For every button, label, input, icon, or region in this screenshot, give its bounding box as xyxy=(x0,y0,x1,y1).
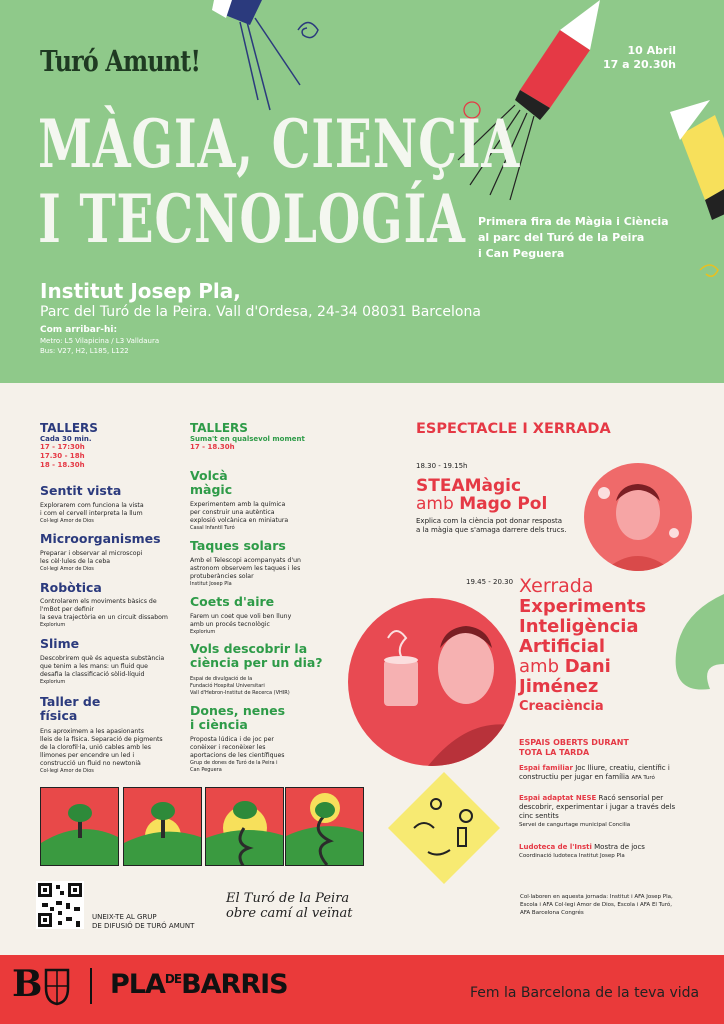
main-title-line2: I TECNOLOGÍA xyxy=(38,180,466,258)
signature-line: El Turó de la Peira xyxy=(226,891,350,906)
space-familiar xyxy=(519,764,691,783)
tallers-sub: Cada 30 min. xyxy=(40,435,92,443)
workshop-desc: llimones per encendre un led i xyxy=(40,752,135,759)
workshop-desc: astronom observem les taques i les xyxy=(190,565,301,572)
qr-text xyxy=(92,913,194,931)
workshop-title: Microorganismes xyxy=(40,531,161,546)
space-desc: Mostra de jocs xyxy=(594,843,645,851)
space-desc: Racó sensorial per descobrir, experimentar i jugar a través dels cinc sentits xyxy=(519,794,676,820)
show1-time: 18.30 - 19.15h xyxy=(416,462,468,470)
tree-sunset-icon xyxy=(124,788,202,866)
workshop-desc: amb un procés tecnològic xyxy=(190,621,270,628)
workshop-source: Explorium xyxy=(190,629,216,635)
dani-jimenez-photo xyxy=(348,598,516,766)
tree-sun-icon xyxy=(286,788,364,866)
logo-divider xyxy=(90,968,92,1004)
workshop-source: Casal Infantil Turó xyxy=(190,525,235,531)
workshop-desc: la seva trajectòria en un circuit dissabom xyxy=(40,614,168,621)
workshop-taques xyxy=(190,539,340,588)
shows-heading: ESPECTACLE I XERRADA xyxy=(416,421,611,437)
slogan: Fem la Barcelona de la teva vida xyxy=(470,985,700,1001)
workshop-source: Col·legi Amor de Dios xyxy=(40,518,94,524)
workshop-desc: construcció un fluid no newtonià xyxy=(40,760,141,767)
space-source: AFA Turó xyxy=(631,775,655,781)
tagline-line: i Can Peguera xyxy=(478,247,565,260)
arrive-metro: Metro: L5 Vilapicina / L3 Valldaura xyxy=(40,337,160,345)
green-blob-decoration xyxy=(670,594,724,706)
main-title-line1: MÀGIA, CIENÇIA xyxy=(38,105,520,183)
tallers-column-2 xyxy=(190,421,340,452)
tree-hill-icon xyxy=(41,788,119,866)
date-hours: 17 a 20.30h xyxy=(602,58,676,71)
collab-line: AFA Barcelona Congrés xyxy=(520,910,584,916)
mago-pol-photo xyxy=(584,463,692,571)
workshop-fisica xyxy=(40,695,140,723)
workshop-desc: Farem un coet que voli ben lluny xyxy=(190,613,292,620)
workshop-desc: de la clorofil·la, unió cables amb les xyxy=(40,744,151,751)
show2-speaker-first: Dani xyxy=(564,656,611,677)
show1-title xyxy=(416,477,596,513)
show1-name: STEAMàgic xyxy=(416,476,522,496)
workshop-title: Volcà màgic xyxy=(190,468,233,497)
workshop-title: Slime xyxy=(40,636,80,651)
date-day: 10 Abril xyxy=(627,44,676,57)
workshop-desc: Vall d'Hebron-Institut de Recerca (VHIR) xyxy=(190,690,290,696)
time-slot: 17 - 17:30h xyxy=(40,443,85,451)
spaces-heading-line: ESPAIS OBERTS DURANT xyxy=(519,738,629,747)
workshop-desc: Ens aproximem a les apasionants xyxy=(40,728,144,735)
comic-panel xyxy=(40,787,119,866)
spaces-heading-line: TOTA LA TARDA xyxy=(519,748,590,757)
workshop-title: Dones, nenes i ciència xyxy=(190,703,286,732)
show1-with: amb xyxy=(416,494,454,514)
workshop-dones xyxy=(190,704,340,774)
space-name: Espai adaptat NESE xyxy=(519,794,597,802)
event-date xyxy=(603,44,676,72)
workshop-desc: les cèl·lules de la ceba xyxy=(40,558,111,565)
tagline-line: Primera fira de Màgia i Ciència xyxy=(478,215,669,228)
workshop-desc: explosió volcànica en miniatura xyxy=(190,517,289,524)
collab-line: Col·laboren en aquesta jornada: Institut i AFA Josep Pla, xyxy=(520,894,673,900)
workshop-desc: aportacions de les científiques xyxy=(190,752,285,759)
workshop-desc: que tenim a les mans: un fluid que xyxy=(40,663,148,670)
workshop-desc: lleis de la física. Separació de pigments xyxy=(40,736,163,743)
header-banner xyxy=(0,0,724,383)
space-source: Servei de cangurtage municipal Concilia xyxy=(519,822,631,828)
workshop-desc: Preparar i observar al microscopi xyxy=(40,550,143,557)
tagline xyxy=(478,214,688,262)
brand-title: Turó Amunt! xyxy=(40,44,201,78)
collaborators xyxy=(520,893,710,917)
address: Parc del Turó de la Peira. Vall d'Ordesa, 24-34 08031 Barcelona xyxy=(40,304,481,320)
show2-kind: Xerrada xyxy=(519,575,594,597)
workshop-desc: Fundació Hospital Universitari xyxy=(190,683,265,689)
workshop-desc: Amb el Telescopi acompanyats d'un xyxy=(190,557,301,564)
workshop-desc: protuberàncies solar xyxy=(190,573,254,580)
workshop-vols xyxy=(190,642,340,697)
show1-desc-line: a la màgia que s'amaga darrere dels trucs. xyxy=(416,526,567,534)
workshop-desc: per construir una autèntica xyxy=(190,509,275,516)
barcelona-shield-icon xyxy=(44,966,70,1006)
workshop-source: Explorium xyxy=(40,622,66,628)
workshop-title: Vols descobrir la ciència per un dia? xyxy=(190,641,323,670)
workshop-source: Explorium xyxy=(40,679,66,685)
show2-line: Inteligència xyxy=(519,616,639,637)
tallers2-heading: TALLERS xyxy=(190,421,248,435)
arrive-bus: Bus: V27, H2, L185, L122 xyxy=(40,347,129,355)
workshop-source: Grup de dones de Turó de la Peira i Can Peguera xyxy=(190,760,278,773)
workshop-slime xyxy=(40,637,190,686)
workshop-desc: desafia la classificació sòlid-líquid xyxy=(40,671,145,678)
workshop-desc: Proposta lúdica i de joc per xyxy=(190,736,274,743)
signature-line: obre camí al veïnat xyxy=(226,906,353,921)
show2-line: Experiments xyxy=(519,596,647,617)
workshop-fisica-body xyxy=(40,728,190,775)
space-source: Coordinació ludoteca Institut Josep Pla xyxy=(519,853,625,859)
workshop-title: Coets d'aire xyxy=(190,594,275,609)
show1-performer: Mago Pol xyxy=(459,494,548,514)
school-name: Institut Josep Pla, xyxy=(40,279,241,303)
time-slot: 18 - 18.30h xyxy=(40,461,85,469)
workshop-desc: Espai de divulgació de la xyxy=(190,676,253,682)
portrait-icon xyxy=(584,463,692,571)
workshop-desc: Experimentem amb la química xyxy=(190,501,286,508)
workshop-sentit-vista xyxy=(40,484,190,525)
workshop-volca xyxy=(190,469,340,532)
space-desc: Joc lliure, creatiu, científic i constructiu per jugar en família xyxy=(519,764,670,781)
workshop-source: Col·legi Amor de Dios xyxy=(40,768,94,774)
workshop-title: Sentit vista xyxy=(40,483,122,498)
rocket-top-icon xyxy=(212,0,318,110)
show2-org: Creaciència xyxy=(519,699,604,714)
qr-text-line: DE DIFUSIÓ DE TURÓ AMUNT xyxy=(92,922,195,930)
tallers-heading: TALLERS xyxy=(40,421,98,435)
workshop-title: Robòtica xyxy=(40,580,102,595)
workshop-desc: conèixer i reconèixer les xyxy=(190,744,266,751)
tallers-column-1 xyxy=(40,421,190,470)
plan-prefix: PLA xyxy=(110,969,165,1000)
workshop-microorganismes xyxy=(40,532,190,573)
plan-de: DE xyxy=(164,972,182,986)
space-ludoteca xyxy=(519,843,699,861)
barcelona-logo: B xyxy=(12,963,43,1005)
show1-desc xyxy=(416,517,596,535)
signature-text xyxy=(226,891,352,921)
plan-suffix: BARRIS xyxy=(181,969,288,1000)
qr-code-icon[interactable] xyxy=(36,881,84,929)
comic-panel xyxy=(205,787,284,866)
tallers2-sub: Suma't en qualsevol moment xyxy=(190,435,305,443)
workshop-desc: Controlarem els moviments bàsics de xyxy=(40,598,157,605)
time-slot: 17.30 - 18h xyxy=(40,452,85,460)
tagline-line: al parc del Turó de la Peira xyxy=(478,231,645,244)
time-slot: 17 - 18.30h xyxy=(190,443,235,451)
spaces-heading xyxy=(519,738,699,758)
yellow-face-card xyxy=(384,768,504,888)
comic-panel xyxy=(285,787,364,866)
workshop-title: Taques solars xyxy=(190,538,286,553)
show2-with: amb xyxy=(519,656,559,677)
comic-panel xyxy=(123,787,202,866)
workshop-desc: Descobrirem què és aquesta substància xyxy=(40,655,165,662)
collab-line: Escola i AFA Col·legi Amor de Dios, Escola i AFA El Turó, xyxy=(520,902,672,908)
workshop-robotica xyxy=(40,581,190,629)
show2-time: 19.45 - 20.30 xyxy=(466,578,514,586)
workshop-source: Col·legi Amor de Dios xyxy=(40,566,94,572)
show1-desc-line: Explica com la ciència pot donar resposta xyxy=(416,517,563,525)
show2-speaker-last: Jiménez xyxy=(519,676,599,697)
qr-text-line: UNEIX-TE AL GRUP xyxy=(92,913,157,921)
workshop-coets xyxy=(190,595,340,636)
workshop-source: Institut Josep Pla xyxy=(190,581,232,587)
workshop-desc: Explorarem com funciona la vista xyxy=(40,502,144,509)
portrait-icon xyxy=(348,598,516,766)
space-name: Ludoteca de l'Insti xyxy=(519,843,592,851)
workshop-desc: l'mBot per definir xyxy=(40,606,94,613)
show2-line: Artificial xyxy=(519,636,606,657)
pla-de-barris-logo xyxy=(110,969,288,1000)
workshop-title: Taller de física xyxy=(40,694,101,723)
arrive-heading: Com arribar-hi: xyxy=(40,325,118,335)
space-nese xyxy=(519,794,691,830)
space-name: Espai familiar xyxy=(519,764,573,772)
tree-roots-icon xyxy=(206,788,284,866)
workshop-desc: i com el cervell interpreta la llum xyxy=(40,510,143,517)
